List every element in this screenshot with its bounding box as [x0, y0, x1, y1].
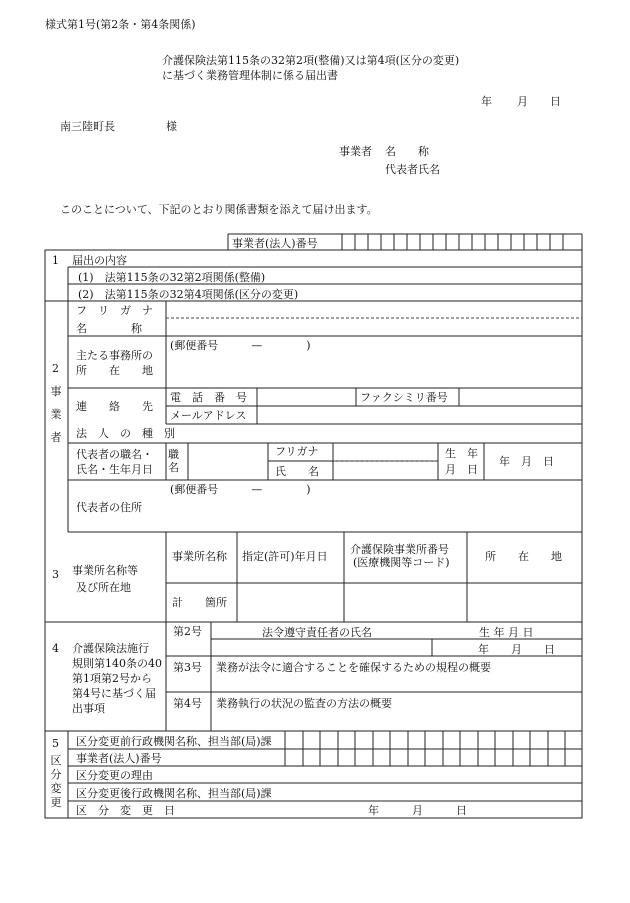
- job-title-field[interactable]: [188, 443, 268, 480]
- operator-number-boxes[interactable]: [342, 234, 582, 250]
- section3-title-2: 及び所在地: [76, 581, 131, 594]
- section5-vertical-char: 変: [50, 782, 62, 795]
- phone-field[interactable]: [257, 388, 356, 406]
- section4-title-line: 第1項第2号から: [72, 672, 152, 685]
- company-name-label: 名 称: [76, 322, 142, 335]
- email-field[interactable]: [257, 406, 582, 424]
- date-month-label: 月: [517, 95, 528, 108]
- birth-date-field[interactable]: 年 月 日: [499, 455, 554, 468]
- rep-fullname-label: 氏 名: [275, 465, 319, 478]
- change-reason-field[interactable]: [285, 766, 582, 783]
- notification-option-1[interactable]: (1) 法第115条の32第2項関係(整備): [78, 271, 266, 284]
- item3-label: 第3号: [173, 661, 202, 674]
- section2-vertical-char: 業: [50, 408, 62, 421]
- contact-label: 連 絡 先: [76, 400, 153, 413]
- designation-date-field[interactable]: [237, 583, 344, 622]
- email-label: メールアドレス: [170, 409, 247, 422]
- office-address-label-1: 主たる事務所の: [76, 349, 153, 362]
- section3-title-1: 事業所名称等: [72, 564, 138, 577]
- company-name-field[interactable]: [166, 318, 582, 336]
- care-office-number-field[interactable]: [344, 583, 467, 622]
- section3-number: 3: [52, 568, 59, 581]
- audit-method-summary-label: 業務執行の状況の監査の方法の概要: [216, 697, 392, 710]
- section1-number: 1: [52, 254, 59, 267]
- compliance-officer-name-label: 法令遵守責任者の氏名: [262, 626, 372, 639]
- notification-option-2[interactable]: (2) 法第115条の32第4項関係(区分の変更): [78, 288, 299, 301]
- birth-date-label-1: 生 年: [445, 447, 478, 460]
- change-reason-label: 区分変更の理由: [76, 769, 153, 782]
- office-location-header: 所 在 地: [485, 550, 562, 563]
- phone-label: 電 話 番 号: [170, 391, 247, 404]
- date-year-label: 年: [481, 95, 492, 108]
- representative-info-label-2: 氏名・生年月日: [76, 463, 153, 476]
- date-day-label: 日: [550, 95, 561, 108]
- care-office-number-header-2: (医療機関等コード): [353, 556, 450, 569]
- compliance-officer-birth-field[interactable]: 年 月 日: [478, 643, 555, 656]
- fax-field[interactable]: [459, 388, 582, 406]
- item2-label: 第2号: [173, 625, 202, 638]
- section4-number: 4: [52, 642, 59, 655]
- section4-title-line: 規則第140条の40: [72, 657, 162, 670]
- section2-vertical-char: 者: [50, 431, 62, 444]
- representative-name-label: 代表者氏名: [385, 163, 440, 176]
- section4-title-line: 介護保険法施行: [72, 642, 149, 655]
- form-title-line2: に基づく業務管理体制に係る届出書: [162, 69, 338, 82]
- change-date-field[interactable]: 年 月 日: [368, 804, 467, 817]
- rep-fullname-field[interactable]: [333, 461, 438, 480]
- compliance-rules-summary-label: 業務が法令に適合することを確保するための規程の概要: [216, 661, 491, 674]
- previous-authority-label: 区分変更前行政機関名称、担当部(局)課: [76, 735, 272, 748]
- form-title-line1: 介護保険法第115条の32第2項(整備)又は第4項(区分の変更): [162, 54, 460, 67]
- representative-address-label: 代表者の住所: [76, 501, 142, 514]
- change-operator-number-label: 事業者(法人)番号: [76, 752, 162, 765]
- birth-date-label-2: 月 日: [445, 463, 478, 476]
- operator-number-label: 事業者(法人)番号: [232, 237, 318, 250]
- section5-number: 5: [52, 737, 59, 750]
- intro-text: このことについて、下記のとおり関係書類を添えて届け出ます。: [60, 203, 378, 216]
- furigana-field[interactable]: [166, 301, 582, 318]
- section5-vertical-char: 区: [50, 754, 62, 767]
- office-address-label-2: 所 在 地: [76, 364, 153, 377]
- new-authority-field[interactable]: [285, 783, 582, 801]
- compliance-officer-name-field[interactable]: [211, 639, 432, 656]
- form-number: 様式第1号(第2条・第4条関係): [45, 18, 196, 31]
- item4-label: 第4号: [173, 697, 202, 710]
- section4-title-line: 出事項: [72, 702, 105, 715]
- section1-title: 届出の内容: [72, 254, 127, 267]
- designation-date-header: 指定(許可)年月日: [242, 550, 328, 563]
- section5-vertical-char: 分: [50, 768, 62, 781]
- care-office-number-header-1: 介護保険事業所番号: [350, 543, 449, 556]
- honorific: 様: [166, 120, 177, 133]
- fax-label: ファクシミリ番号: [360, 391, 448, 404]
- rep-furigana-field[interactable]: [333, 443, 438, 461]
- section2-number: 2: [52, 362, 59, 375]
- office-count: 計 箇所: [172, 596, 227, 609]
- office-location-field[interactable]: [467, 583, 582, 622]
- corporation-type-label: 法 人 の 種 別: [76, 427, 175, 440]
- office-name-header: 事業所名称: [172, 550, 227, 563]
- applicant-label: 事業者: [339, 145, 372, 158]
- rep-furigana-label: フリガナ: [275, 445, 319, 458]
- corporation-type-field[interactable]: [166, 424, 582, 443]
- section2-vertical-label: [49, 380, 63, 449]
- job-title-label: 職名: [168, 448, 179, 474]
- applicant-name-label: 名 称: [385, 145, 429, 158]
- section5-vertical-char: 更: [50, 796, 62, 809]
- section4-title-line: 第4号に基づく届: [72, 687, 156, 700]
- section2-vertical-char: 事: [50, 385, 62, 398]
- office-postal-code[interactable]: (郵便番号 — ): [170, 339, 311, 352]
- addressee: 南三陸町長: [60, 120, 115, 133]
- compliance-officer-birth-label: 生 年 月 日: [479, 626, 534, 639]
- furigana-label: フ リ ガ ナ: [76, 304, 153, 317]
- rep-postal-code[interactable]: (郵便番号 — ): [170, 483, 311, 496]
- section5-vertical-label: [49, 754, 63, 810]
- new-authority-label: 区分変更後行政機関名称、担当部(局)課: [76, 787, 272, 800]
- change-date-label: 区 分 変 更 日: [76, 804, 175, 817]
- representative-info-label-1: 代表者の職名・: [76, 448, 153, 461]
